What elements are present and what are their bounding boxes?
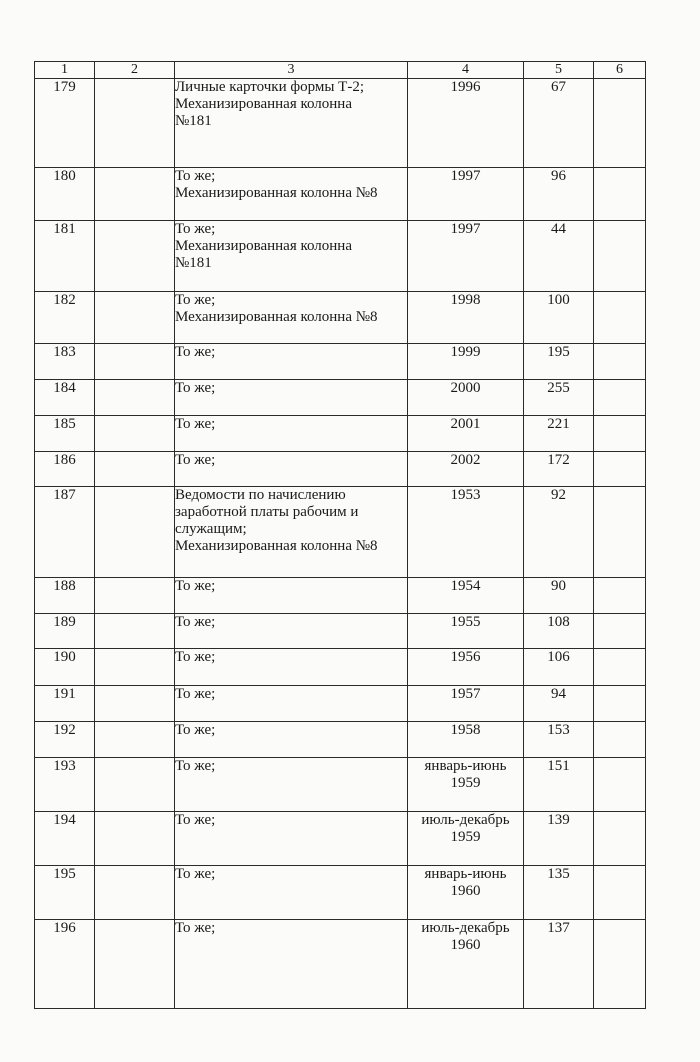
row-number: 181 (35, 221, 95, 292)
row-date-line: 1960 (450, 937, 481, 953)
row-date-line: 1954 (450, 578, 481, 594)
row-date-line: 1996 (450, 79, 481, 95)
row-dates (408, 866, 524, 920)
row-count: 137 (524, 920, 594, 1009)
table-row (35, 79, 646, 168)
row-col-2-empty (95, 416, 175, 452)
row-date-line: 1953 (450, 487, 481, 503)
row-col-6-empty (594, 168, 646, 221)
row-dates (408, 649, 524, 686)
row-col-2-empty (95, 722, 175, 758)
row-col-2-empty (95, 487, 175, 578)
row-title (175, 452, 408, 487)
row-dates (408, 614, 524, 649)
row-col-6-empty (594, 380, 646, 416)
row-dates (408, 722, 524, 758)
header-col-4: 4 (408, 62, 524, 79)
row-title-line: Механизированная колонна №8 (175, 185, 378, 201)
row-title-line: То же; (175, 812, 216, 828)
row-title (175, 221, 408, 292)
row-dates (408, 416, 524, 452)
row-title-line: То же; (175, 292, 216, 308)
row-col-2-empty (95, 452, 175, 487)
row-count: 139 (524, 812, 594, 866)
row-col-2-empty (95, 578, 175, 614)
row-date-line: 1956 (450, 649, 481, 665)
row-title (175, 614, 408, 649)
row-title-line: Механизированная колонна №8 (175, 309, 378, 325)
table-row (35, 686, 646, 722)
row-number: 188 (35, 578, 95, 614)
row-title-line: №181 (175, 255, 212, 271)
row-number: 195 (35, 866, 95, 920)
row-count: 106 (524, 649, 594, 686)
row-count: 172 (524, 452, 594, 487)
row-number: 179 (35, 79, 95, 168)
row-col-2-empty (95, 812, 175, 866)
row-col-6-empty (594, 649, 646, 686)
row-dates (408, 758, 524, 812)
table-row (35, 487, 646, 578)
row-col-2-empty (95, 79, 175, 168)
row-number: 186 (35, 452, 95, 487)
row-title (175, 79, 408, 168)
row-count: 108 (524, 614, 594, 649)
row-title (175, 722, 408, 758)
row-date-line: 1959 (450, 775, 481, 791)
row-dates (408, 380, 524, 416)
row-col-2-empty (95, 649, 175, 686)
row-title-line: То же; (175, 380, 216, 396)
table-row (35, 614, 646, 649)
row-col-6-empty (594, 686, 646, 722)
row-count: 67 (524, 79, 594, 168)
header-row (35, 62, 646, 79)
row-count: 92 (524, 487, 594, 578)
row-col-2-empty (95, 686, 175, 722)
row-number: 193 (35, 758, 95, 812)
row-date-line: 2000 (450, 380, 481, 396)
header-col-2: 2 (95, 62, 175, 79)
row-count: 90 (524, 578, 594, 614)
row-number: 183 (35, 344, 95, 380)
row-date-line: 1997 (450, 168, 481, 184)
row-title-line: То же; (175, 649, 216, 665)
row-col-6-empty (594, 487, 646, 578)
row-title-line: То же; (175, 722, 216, 738)
row-number: 192 (35, 722, 95, 758)
row-col-6-empty (594, 758, 646, 812)
row-title-line: То же; (175, 344, 216, 360)
row-date-line: 1998 (450, 292, 481, 308)
row-count: 153 (524, 722, 594, 758)
row-title-line: Механизированная колонна (175, 96, 352, 112)
table-row (35, 649, 646, 686)
row-title-line: заработной платы рабочим и (175, 504, 359, 520)
row-title-line: То же; (175, 578, 216, 594)
row-number: 184 (35, 380, 95, 416)
row-date-line: 1999 (450, 344, 481, 360)
table-row (35, 416, 646, 452)
row-count: 44 (524, 221, 594, 292)
table-row (35, 866, 646, 920)
row-col-2-empty (95, 168, 175, 221)
row-dates (408, 221, 524, 292)
row-title (175, 344, 408, 380)
row-date-line: июль-декабрь (421, 920, 510, 936)
row-title-line: То же; (175, 866, 216, 882)
row-col-6-empty (594, 614, 646, 649)
row-title-line: То же; (175, 416, 216, 432)
row-title-line: Механизированная колонна (175, 238, 352, 254)
row-number: 190 (35, 649, 95, 686)
row-date-line: 2001 (450, 416, 481, 432)
table-row (35, 758, 646, 812)
row-dates (408, 168, 524, 221)
header-col-3: 3 (175, 62, 408, 79)
row-title-line: служащим; (175, 521, 247, 537)
row-title (175, 812, 408, 866)
row-col-2-empty (95, 758, 175, 812)
row-count: 96 (524, 168, 594, 221)
row-dates (408, 344, 524, 380)
table-row (35, 722, 646, 758)
row-col-6-empty (594, 920, 646, 1009)
table-row (35, 221, 646, 292)
row-number: 191 (35, 686, 95, 722)
row-number: 194 (35, 812, 95, 866)
row-date-line: 1958 (450, 722, 481, 738)
row-date-line: 2002 (450, 452, 481, 468)
row-count: 100 (524, 292, 594, 344)
row-title-line: №181 (175, 113, 212, 129)
row-col-2-empty (95, 344, 175, 380)
row-number: 182 (35, 292, 95, 344)
row-dates (408, 920, 524, 1009)
row-number: 185 (35, 416, 95, 452)
row-col-6-empty (594, 416, 646, 452)
header-col-1: 1 (35, 62, 95, 79)
row-title (175, 758, 408, 812)
table-body (35, 79, 646, 1009)
row-count: 135 (524, 866, 594, 920)
row-count: 94 (524, 686, 594, 722)
table-row (35, 578, 646, 614)
row-dates (408, 452, 524, 487)
row-col-6-empty (594, 344, 646, 380)
row-title-line: То же; (175, 686, 216, 702)
row-title-line: То же; (175, 221, 216, 237)
row-dates (408, 686, 524, 722)
row-title-line: То же; (175, 452, 216, 468)
row-date-line: 1997 (450, 221, 481, 237)
row-col-2-empty (95, 380, 175, 416)
row-title (175, 168, 408, 221)
row-title-line: Ведомости по начислению (175, 487, 346, 503)
row-title (175, 686, 408, 722)
row-number: 180 (35, 168, 95, 221)
row-dates (408, 292, 524, 344)
row-col-2-empty (95, 221, 175, 292)
row-count: 195 (524, 344, 594, 380)
row-col-6-empty (594, 812, 646, 866)
inventory-table (34, 61, 646, 1009)
row-dates (408, 487, 524, 578)
header-col-6: 6 (594, 62, 646, 79)
row-title (175, 866, 408, 920)
row-col-6-empty (594, 79, 646, 168)
row-col-6-empty (594, 221, 646, 292)
table-row (35, 344, 646, 380)
row-col-2-empty (95, 920, 175, 1009)
table-row (35, 168, 646, 221)
row-date-line: июль-декабрь (421, 812, 510, 828)
row-col-2-empty (95, 292, 175, 344)
row-dates (408, 812, 524, 866)
row-title-line: Личные карточки формы Т-2; (175, 79, 364, 95)
table-row (35, 812, 646, 866)
row-title (175, 487, 408, 578)
row-count: 221 (524, 416, 594, 452)
row-title-line: То же; (175, 920, 216, 936)
row-title-line: То же; (175, 168, 216, 184)
row-count: 255 (524, 380, 594, 416)
row-col-2-empty (95, 614, 175, 649)
row-col-6-empty (594, 292, 646, 344)
header-col-5: 5 (524, 62, 594, 79)
row-title (175, 416, 408, 452)
row-title-line: То же; (175, 614, 216, 630)
row-col-6-empty (594, 866, 646, 920)
row-title (175, 380, 408, 416)
table-row (35, 292, 646, 344)
row-title-line: Механизированная колонна №8 (175, 538, 378, 554)
row-title (175, 920, 408, 1009)
table-row (35, 380, 646, 416)
row-col-2-empty (95, 866, 175, 920)
row-date-line: январь-июнь (424, 866, 507, 882)
row-date-line: 1960 (450, 883, 481, 899)
row-dates (408, 79, 524, 168)
row-date-line: 1957 (450, 686, 481, 702)
row-col-6-empty (594, 722, 646, 758)
row-col-6-empty (594, 578, 646, 614)
row-dates (408, 578, 524, 614)
row-date-line: январь-июнь (424, 758, 507, 774)
table-row (35, 920, 646, 1009)
table-header (35, 62, 646, 79)
row-date-line: 1955 (450, 614, 481, 630)
table-row (35, 452, 646, 487)
row-count: 151 (524, 758, 594, 812)
row-col-6-empty (594, 452, 646, 487)
row-title (175, 292, 408, 344)
row-date-line: 1959 (450, 829, 481, 845)
row-title (175, 649, 408, 686)
row-number: 189 (35, 614, 95, 649)
row-title (175, 578, 408, 614)
row-number: 187 (35, 487, 95, 578)
row-title-line: То же; (175, 758, 216, 774)
row-number: 196 (35, 920, 95, 1009)
